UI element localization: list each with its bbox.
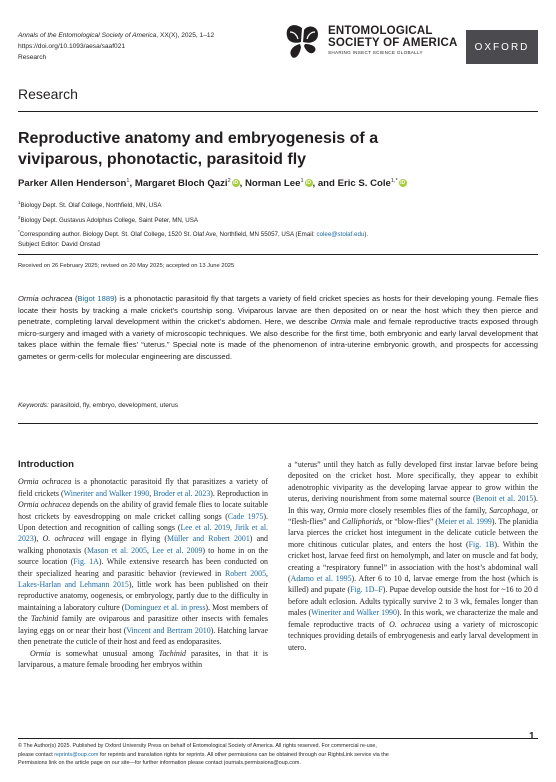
logo-line-2: SOCIETY OF AMERICA [328, 37, 458, 49]
reference-link[interactable]: Robert 2005 [224, 568, 267, 578]
italic-term: Ormia [327, 505, 349, 515]
journal-meta [18, 30, 214, 63]
reference-link[interactable]: Mason et al. 2005 [86, 545, 147, 555]
author-list: Parker Allen Henderson$^1$, Margaret Bloch Qazi$^2$ iD , Norman Lee$^1$ iD , and Eric S. Cole$^{1,*}$ iD [18, 178, 406, 190]
italic-term: O. ochracea [42, 534, 84, 544]
body-column-left [18, 459, 268, 670]
abstract: Ormia ochracea (Bigot 1889) is a phonotactic parasitoid fly that targets a variety of field cricket species as hosts for their developing young. Female flies locate their hosts by tracking a male cricket’s courtship song. Viviparous larvae are then deposited on or near the host which they then pierce and penetrate, completing larval development within the cricket’s abdomen. Here, we describe Ormia male and female reproductive tracts exposed through micro-surgery and imaged with a variety of microscopic techniques. We also describe for the first time, both embryonic and early larval development that takes place within the female flies’ “uterus.” Special note is made of the phenomenon of intra-uterine embryonic growth, and prospects for accessing gametes or germ-cells for molecular engineering are discussed. [18, 294, 538, 361]
reference-link[interactable]: Fig. 1A [73, 557, 99, 567]
abstract-rule [18, 423, 538, 424]
affiliation-1: $^1$Biology Dept. St. Olaf College, Northfield, MN, USA [18, 200, 162, 210]
reference-link[interactable]: Meier et al. 1999 [437, 517, 492, 527]
reference-link[interactable]: Lakes-Harlan and Lehmann 2015 [18, 580, 129, 590]
italic-term: Ormia ochracea [18, 500, 71, 510]
reference-link[interactable]: Lee et al. 2009 [152, 545, 203, 555]
reference-link[interactable]: Bigot 1889 [77, 294, 115, 303]
page-number: 1 [529, 731, 535, 742]
orcid-icon[interactable]: iD [233, 180, 239, 187]
italic-term: Tachinid [31, 614, 59, 624]
esa-logo [282, 20, 457, 60]
journal-citation: Annals of the Entomological Society of America, XX(X), 2025, 1–12 [18, 32, 215, 39]
italic-term: Ormia ochracea [18, 477, 72, 487]
italic-term: Calliphorids [341, 517, 382, 527]
keywords: Keywords: parasitoid, fly, embryo, development, uterus [18, 402, 179, 409]
reference-link[interactable]: Lee et al. 2019 [180, 523, 231, 533]
reprints-email-link[interactable]: reprints@oup.com [54, 751, 99, 758]
journal-name: Annals of the Entomological Society of America [18, 32, 157, 39]
author-name[interactable]: Eric S. Cole [337, 178, 391, 190]
reference-link[interactable]: Wineriter and Walker 1990 [311, 608, 397, 618]
italic-term: Sarcophaga [489, 505, 528, 515]
copyright-footer: © The Author(s) 2025. Published by Oxford University Press on behalf of Entomological Society of America. All rights reserved. For commercial re-use, please contact reprints@oup.com for reprints and translation rights for reprints. All other permissions can be obtained through our RightsLink service via the Permissions link on the article page on our site—for further information please contact journals.permissions@oup.com. [18, 743, 389, 767]
article-type: Research [18, 54, 47, 61]
reference-link[interactable]: Vincent and Bertram 2010 [126, 625, 211, 635]
species-name: Ormia ochracea [18, 294, 73, 303]
reference-link[interactable]: Müller and Robert 2001 [167, 534, 250, 544]
section-heading-introduction: Introduction [18, 459, 74, 470]
section-label: Research [18, 86, 78, 102]
reference-link[interactable]: Fig. 1B [468, 539, 495, 549]
reference-link[interactable]: Adamo et al. 1995 [290, 574, 352, 584]
affiliation-2: $^2$Biology Dept. Gustavus Adolphus College, Saint Peter, MN, USA [18, 214, 198, 224]
reference-link[interactable]: Cade 1975 [227, 511, 264, 521]
author-name[interactable]: Norman Lee [245, 178, 301, 190]
section-rule [18, 111, 538, 112]
reference-link[interactable]: Broder et al. 2023 [153, 488, 211, 498]
butterfly-logo-icon [282, 20, 322, 60]
italic-term: Tachinid [158, 648, 187, 658]
author-name[interactable]: Margaret Bloch Qazi [134, 178, 228, 190]
footer-rule [18, 738, 538, 739]
oxford-logo: OXFORD [466, 30, 538, 64]
received-dates: Received on 26 February 2025; revised on 20 May 2025; accepted on 13 June 2025 [18, 263, 235, 269]
reference-link[interactable]: Jirik et al. 2023 [18, 523, 268, 544]
reference-link[interactable]: Fig. 1D–F [350, 585, 383, 595]
italic-term: O. ochracea [389, 619, 431, 629]
reference-link[interactable]: Benoit et al. 2015 [475, 494, 534, 504]
doi-link[interactable]: https://doi.org/10.1093/aesa/saaf021 [18, 43, 126, 50]
email-link[interactable]: colee@stolaf.edu [316, 231, 365, 239]
italic-term: Ormia [30, 648, 51, 658]
subject-editor: Subject Editor: David Onstad [18, 241, 101, 248]
article-title: Reproductive anatomy and embryogenesis of a viviparous, phonotactic, parasitoid fly [18, 130, 379, 168]
logo-tagline: SHARING INSECT SCIENCE GLOBALLY [328, 50, 423, 55]
orcid-icon[interactable]: iD [306, 180, 312, 187]
orcid-icon[interactable]: iD [400, 180, 406, 187]
affiliations [18, 197, 368, 241]
reference-link[interactable]: Wineriter and Walker 1990 [63, 488, 150, 498]
paragraph: Ormia ochracea is a phonotactic parasitoid fly that parasitizes a variety of field crickets (Wineriter and Walker 1990, Broder et al. 2023). Reproduction in Ormia ochracea depends on the ability of gravid female flies to locate suitable host crickets by eavesdropping on male cricket calling songs (Cade 1975). Upon detection and recognition of calling songs (Lee et al. 2019, Jirik et al. 2023), O. ochracea will engage in flying (Müller and Robert 2001) and walking phonotaxis (Mason et al. 2005, Lee et al. 2009) to home in on the source location (Fig. 1A). While extensive research has been conducted on their specialized hearing and parasitic behavior (reviewed in Robert 2005, Lakes-Harlan and Lehmann 2015), little work has been published on their reproductive anatomy, oogenesis, or embryology, partly due to the difficulty in maintaining a laboratory culture (Dominguez et al. in press). Most members of the Tachinid family are oviparous and parasitize other insects with females laying eggs on or near their host (Vincent and Bertram 2010). Hatching larvae then penetrate the cuticle of their host and feed as endoparasites. [18, 477, 269, 647]
paragraph: Ormia is somewhat unusual among Tachinid parasites, in that it is larviparous, a mature female brooding her embryos within [18, 648, 268, 669]
author-name[interactable]: Parker Allen Henderson [18, 178, 127, 190]
corresponding-author: *Corresponding author. Biology Dept. St. Olaf College, 1520 St. Olaf Ave, Northfield, MN 55057, USA (Email: colee@stolaf.edu). [18, 229, 369, 239]
body-column-right [288, 459, 538, 653]
editor-rule [18, 254, 538, 255]
paragraph: a “uterus” until they hatch as fully developed first instar larvae before being deposited on the cricket host. More specifically, they appear to exhibit adenotrophic viviparity as the developing larvae appear to grow within the uterus, deriving nourishment from some maternal source (Benoit et al. 2015). In this way, Ormia more closely resembles flies of the family, Sarcophaga, or “flesh-flies” and Calliphorids, or “blow-flies” (Meier et al. 1999). The planidia larva pierces the cricket host integument in the delicate cuticle between the more chitinous cuticular plates, and enters the host (Fig. 1B). Within the cricket host, larvae feed first on hemolymph, and later on muscle and fat body, creating a “respiratory funnel” in association with the host’s abdominal wall (Adamo et al. 1995). After 6 to 10 d, larvae emerge from the host (which is killed) and pupate (Fig. 1D–F). Pupae develop outside the host for ~16 to 20 d before adult eclosion. Adults typically survive 2 to 3 wk, females longer than males (Wineriter and Walker 1990). In this work, we characterize the male and female reproductive tracts of O. ochracea using a variety of microscopic techniques providing details of embryogenesis and early larval development in utero. [288, 460, 539, 652]
logo-line-1: ENTOMOLOGICAL [328, 25, 433, 37]
reference-link[interactable]: Dominguez et al. in press [124, 602, 206, 612]
